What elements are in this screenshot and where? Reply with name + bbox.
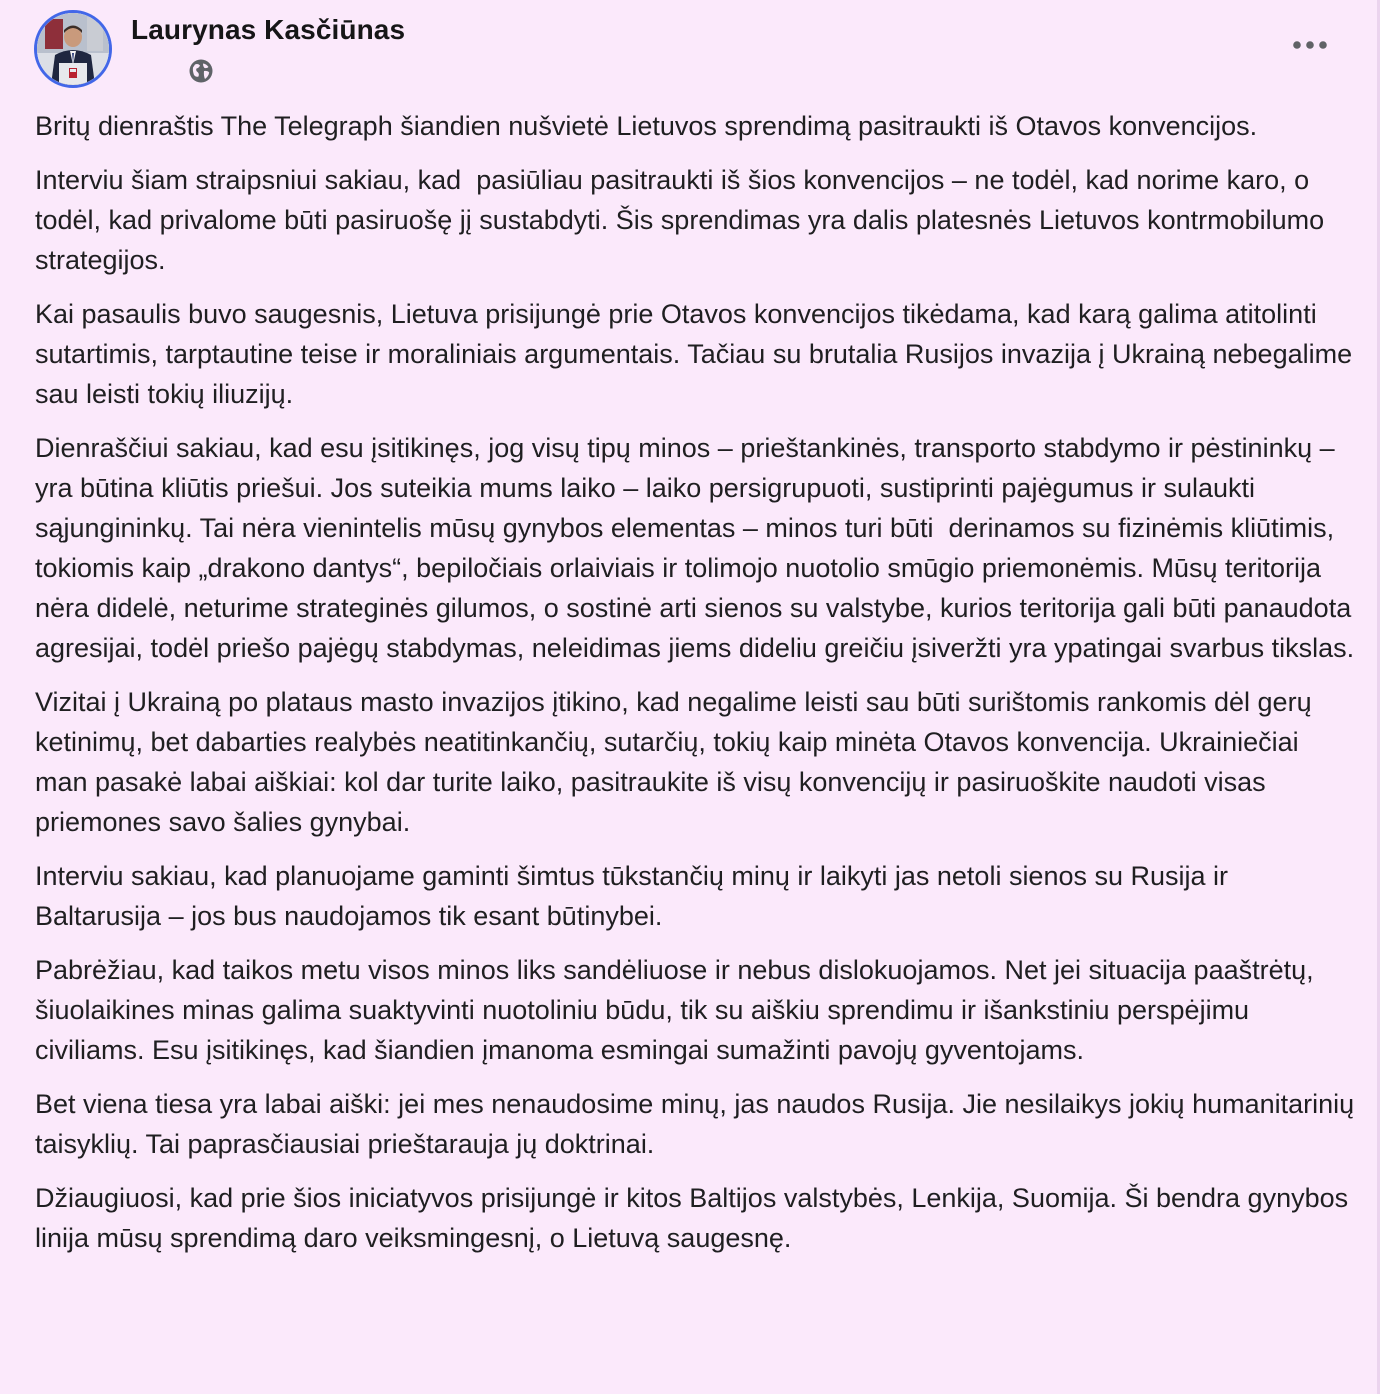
post-paragraph: Vizitai į Ukrainą po plataus masto invazijos įtikino, kad negalime leisti sau būti surištomis rankomis dėl gerų ketinimų, bet dabarties realybės neatitinkančių, sutarčių, tokių kaip minėta Otavos konvencija. Ukrainiečiai man pasakė labai aiškiai: kol dar turite laiko, pasitraukite iš visų konvencijų ir pasiruoškite naudoti visas priemones savo šalies gynybai. xyxy=(35,687,1320,837)
post-paragraph: Britų dienraštis The Telegraph šiandien nušvietė Lietuvos sprendimą pasitraukti iš Otavos konvencijos. xyxy=(35,111,1258,141)
post-paragraph: Bet viena tiesa yra labai aiški: jei mes nenaudosime minų, jas naudos Rusija. Jie nesilaikys jokių humanitarinių taisyklių. Tai paprasčiausiai prieštarauja jų doktrinai. xyxy=(35,1089,1362,1159)
author-name[interactable]: Laurynas Kasčiūnas xyxy=(131,14,406,45)
post-paragraph: Kai pasaulis buvo saugesnis, Lietuva prisijungė prie Otavos konvencijos tikėdama, kad karą galima atitolinti sutartimis, tarptautine teise ir moraliniais argumentais. Tačiau su brutalia Rusijos invazija į Ukrainą nebegalime sau leisti tokių iliuzijų. xyxy=(35,299,1360,409)
more-options-icon xyxy=(1292,40,1328,50)
post-paragraph: Interviu sakiau, kad planuojame gaminti šimtus tūkstančių minų ir laikyti jas netoli sienos su Rusija ir Baltarusija – jos bus naudojamos tik esant būtinybei. xyxy=(35,861,1236,931)
globe-icon xyxy=(188,58,214,84)
more-options-button[interactable] xyxy=(1280,28,1340,62)
author-avatar[interactable] xyxy=(34,10,112,88)
post-paragraph: Pabrėžiau, kad taikos metu visos minos liks sandėliuose ir nebus dislokuojamos. Net jei situacija paaštrėtų, šiuolaikines minas galima suaktyvinti nuotoliniu būdu, tik su aiškiu sprendimu ir išankstiniu perspėjimu civiliams. Esu įsitikinęs, kad šiandien įmanoma esmingai sumažinti pavojų gyventojams. xyxy=(35,955,1322,1065)
post-paragraph: Dienraščiui sakiau, kad esu įsitikinęs, jog visų tipų minos – prieštankinės, transporto stabdymo ir pėstininkų – yra būtina kliūtis priešui. Jos suteikia mums laiko – laiko persigrupuoti, sustiprinti pajėgumus ir sulaukti sąjungininkų. Tai nėra vienintelis mūsų gynybos elementas – minos turi būti derinamos su fizinėmis kliūtimis, tokiomis kaip „drakono dantys“, bepiločiais orlaiviais ir tolimojo nuotolio smūgio priemonėmis. Mūsų teritorija nėra didelė, neturime strateginės gilumos, o sostinė arti sienos su valstybe, kurios teritorija gali būti panaudota agresijai, todėl priešo pajėgų stabdymas, neleidimas jiems dideliu greičiu įsiveržti yra ypatingai svarbus tikslas. xyxy=(35,433,1359,663)
post-paragraph: Džiaugiuosi, kad prie šios iniciatyvos prisijungė ir kitos Baltijos valstybės, Lenkija, Suomija. Ši bendra gynybos linija mūsų sprendimą daro veiksmingesnį, o Lietuvą saugesnę. xyxy=(35,1183,1356,1253)
profile-photo-avatar xyxy=(37,13,109,85)
post-header xyxy=(0,0,1380,100)
post-paragraph: Interviu šiam straipsniui sakiau, kad pasiūliau pasitraukti iš šios konvencijos – ne todėl, kad norime karo, o todėl, kad privalome būti pasiruošę jį sustabdyti. Šis sprendimas yra dalis platesnės Lietuvos kontrmobilumo strategijos. xyxy=(35,165,1332,275)
post-text xyxy=(35,106,1362,1272)
